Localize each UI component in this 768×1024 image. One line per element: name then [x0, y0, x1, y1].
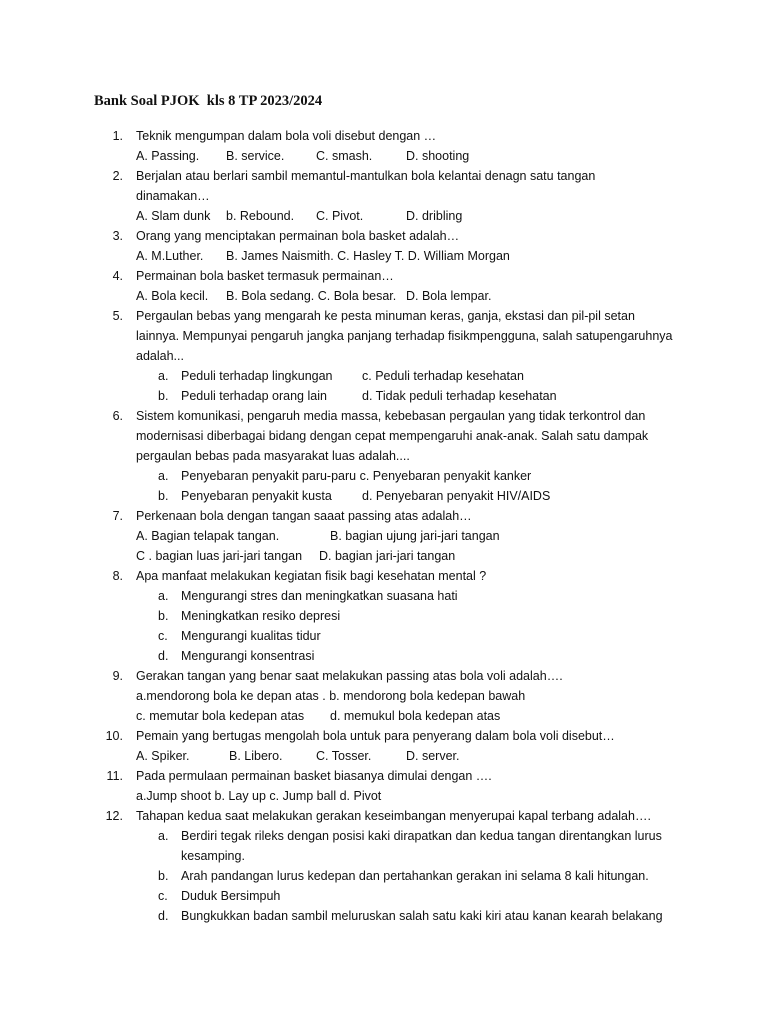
document-title: Bank Soal PJOK kls 8 TP 2023/2024 [94, 93, 323, 109]
question-text: dinamakan… [136, 189, 210, 203]
question-text: Permainan bola basket termasuk permainan… [136, 269, 394, 283]
option-text: Meningkatkan resiko depresi [181, 609, 341, 623]
option-letter: b. [158, 609, 169, 623]
answer-option: c. memutar bola kedepan atas [136, 709, 305, 723]
question-number: 1. [112, 129, 123, 143]
answer-option: D. bagian jari-jari tangan [319, 549, 456, 563]
option-letter: c. [158, 889, 168, 903]
answer-option: b. Rebound. [226, 209, 295, 223]
answer-options-row [0, 286, 768, 306]
question-line [0, 566, 768, 586]
answer-option-row [0, 386, 768, 406]
question-line [0, 766, 768, 786]
question-line-continued [0, 186, 768, 206]
question-text: Apa manfaat melakukan kegiatan fisik bagi kesehatan mental ? [136, 569, 487, 583]
answer-options-row [0, 206, 768, 226]
answer-option: B. service. [226, 149, 285, 163]
option-text: Arah pandangan lurus kedepan dan pertahankan gerakan ini selama 8 kali hitungan. [181, 869, 649, 883]
question-number: 5. [112, 309, 123, 323]
answer-option-row [0, 846, 768, 866]
question-text: Gerakan tangan yang benar saat melakukan passing atas bola voli adalah…. [136, 669, 563, 683]
answer-option: d. Penyebaran penyakit HIV/AIDS [362, 489, 551, 503]
question-list [0, 126, 768, 926]
question-item [0, 566, 768, 666]
answer-option: c. Peduli terhadap kesehatan [362, 369, 524, 383]
question-number: 9. [112, 669, 123, 683]
answer-option: A. Bola kecil. [136, 289, 209, 303]
question-item [0, 806, 768, 926]
question-item [0, 726, 768, 766]
option-text: Mengurangi konsentrasi [181, 649, 315, 663]
question-text: Tahapan kedua saat melakukan gerakan keseimbangan menyerupai kapal terbang adalah…. [136, 809, 651, 823]
question-line-continued [0, 346, 768, 366]
answer-option: A. Spiker. [136, 749, 190, 763]
question-item [0, 506, 768, 566]
answer-option: d. Tidak peduli terhadap kesehatan [362, 389, 557, 403]
answer-option-row [0, 646, 768, 666]
question-line-continued [0, 326, 768, 346]
question-number: 12. [105, 809, 123, 823]
answer-options-row [0, 746, 768, 766]
question-text: Pemain yang bertugas mengolah bola untuk para penyerang dalam bola voli disebut… [136, 729, 615, 743]
question-number: 7. [112, 509, 123, 523]
question-number: 4. [112, 269, 123, 283]
answer-options-row [0, 246, 768, 266]
answer-option: C. Pivot. [316, 209, 364, 223]
option-letter: c. [158, 629, 168, 643]
question-item [0, 126, 768, 166]
question-item [0, 766, 768, 806]
answer-options-row [0, 526, 768, 546]
answer-option: C. smash. [316, 149, 373, 163]
answer-option: B. bagian ujung jari-jari tangan [330, 529, 500, 543]
question-text: Teknik mengumpan dalam bola voli disebut dengan … [136, 129, 437, 143]
option-text: Duduk Bersimpuh [181, 889, 281, 903]
question-item [0, 306, 768, 406]
answer-option: D. Bola lempar. [406, 289, 492, 303]
question-text: Sistem komunikasi, pengaruh media massa, kebebasan pergaulan yang tidak terkontrol dan [136, 409, 646, 423]
answer-options-row [0, 786, 768, 806]
option-text: Berdiri tegak rileks dengan posisi kaki dirapatkan dan kedua tangan direntangkan lurus [181, 829, 662, 843]
answer-option: C . bagian luas jari-jari tangan [136, 549, 303, 563]
question-text: Pada permulaan permainan basket biasanya dimulai dengan …. [136, 769, 492, 783]
question-line [0, 506, 768, 526]
question-text: modernisasi diberbagai bidang dengan cepat mempengaruhi anak-anak. Salah satu dampak [136, 429, 649, 443]
option-letter: b. [158, 869, 169, 883]
option-text: Peduli terhadap orang lain [181, 389, 327, 403]
question-number: 6. [112, 409, 123, 423]
answer-option-row [0, 626, 768, 646]
question-line [0, 226, 768, 246]
question-line [0, 306, 768, 326]
option-letter: b. [158, 489, 169, 503]
option-text: Mengurangi stres dan meningkatkan suasana hati [181, 589, 458, 603]
question-line [0, 806, 768, 826]
question-line [0, 126, 768, 146]
option-letter: a. [158, 589, 169, 603]
answer-option: D. shooting [406, 149, 470, 163]
question-item [0, 266, 768, 306]
question-item [0, 226, 768, 266]
option-text: Mengurangi kualitas tidur [181, 629, 321, 643]
question-line [0, 266, 768, 286]
question-line [0, 726, 768, 746]
option-text: Penyebaran penyakit paru-paru c. Penyebaran penyakit kanker [181, 469, 532, 483]
answer-option: A. Bagian telapak tangan. [136, 529, 280, 543]
answer-options-row [0, 686, 768, 706]
answer-option: D. dribling [406, 209, 463, 223]
option-letter: a. [158, 369, 169, 383]
question-text: Perkenaan bola dengan tangan saaat passing atas adalah… [136, 509, 472, 523]
option-text: Bungkukkan badan sambil meluruskan salah satu kaki kiri atau kanan kearah belakang [181, 909, 663, 923]
question-number: 11. [106, 769, 123, 783]
question-text: pergaulan bebas pada masyarakat luas adalah.... [136, 449, 410, 463]
answer-option-row [0, 906, 768, 926]
answer-option-row [0, 486, 768, 506]
answer-option: B. Libero. [229, 749, 283, 763]
option-letter: d. [158, 909, 169, 923]
answer-option: A. Passing. [136, 149, 200, 163]
question-number: 8. [112, 569, 123, 583]
answer-option-row [0, 366, 768, 386]
question-number: 3. [112, 229, 123, 243]
question-item [0, 666, 768, 726]
answer-option-row [0, 826, 768, 846]
option-letter: a. [158, 829, 169, 843]
option-letter: d. [158, 649, 169, 663]
answer-options-row [0, 146, 768, 166]
question-line-continued [0, 426, 768, 446]
answer-option-row [0, 466, 768, 486]
answer-option-row [0, 606, 768, 626]
question-text: Orang yang menciptakan permainan bola basket adalah… [136, 229, 460, 243]
answer-option: C. Tosser. [316, 749, 372, 763]
question-line-continued [0, 446, 768, 466]
answer-option-row [0, 886, 768, 906]
option-text: kesamping. [181, 849, 245, 863]
option-letter: b. [158, 389, 169, 403]
option-text: Peduli terhadap lingkungan [181, 369, 333, 383]
answer-option-row [0, 586, 768, 606]
question-line [0, 406, 768, 426]
question-item [0, 406, 768, 506]
question-item [0, 166, 768, 226]
question-text: Berjalan atau berlari sambil memantul-mantulkan bola kelantai denagn satu tangan [136, 169, 596, 183]
option-text: Penyebaran penyakit kusta [181, 489, 332, 503]
answer-option: A. M.Luther. [136, 249, 204, 263]
answer-option: d. memukul bola kedepan atas [330, 709, 501, 723]
question-number: 2. [112, 169, 123, 183]
question-number: 10. [105, 729, 123, 743]
question-line [0, 666, 768, 686]
answer-option: B. James Naismith. C. Hasley T. D. William Morgan [226, 249, 510, 263]
answer-option: D. server. [406, 749, 460, 763]
answer-option-row [0, 866, 768, 886]
question-text: adalah... [136, 349, 184, 363]
question-text: lainnya. Mempunyai pengaruh jangka panjang terhadap fisikmpengguna, salah satupengaruhnya [136, 329, 673, 343]
answer-option: B. Bola sedang. C. Bola besar. [226, 289, 397, 303]
answer-option: A. Slam dunk [136, 209, 211, 223]
answer-options-row [0, 546, 768, 566]
option-letter: a. [158, 469, 169, 483]
answer-options-row [0, 706, 768, 726]
answer-option: a.Jump shoot b. Lay up c. Jump ball d. Pivot [136, 789, 382, 803]
question-line [0, 166, 768, 186]
answer-option: a.mendorong bola ke depan atas . b. mendorong bola kedepan bawah [136, 689, 526, 703]
question-text: Pergaulan bebas yang mengarah ke pesta minuman keras, ganja, ekstasi dan pil-pil setan [136, 309, 635, 323]
